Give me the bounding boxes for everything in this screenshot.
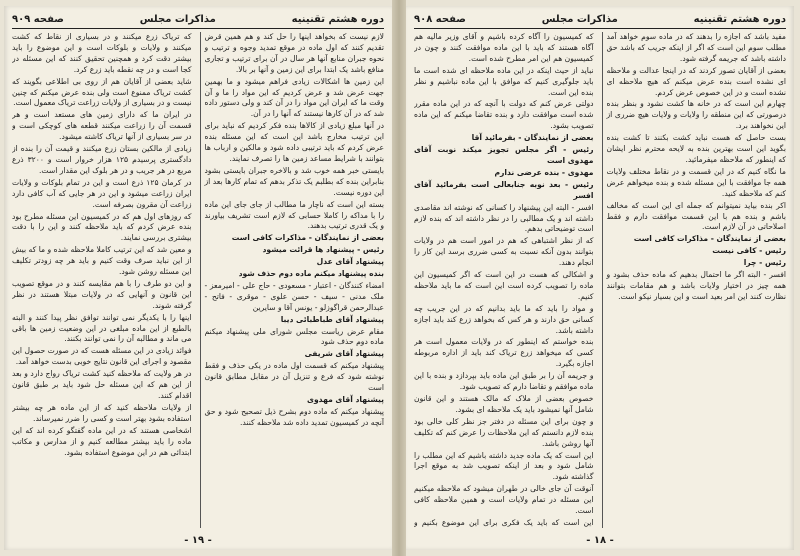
paragraph: بست حاصل که هست نباید کشت بکنند تا کشت بنده بگوید این است بهترین بنده به لایحه محترم نظر ایشان که اینطور که ملاحظه میفرمائید. [606,133,786,164]
paragraph: و چون برای این مسئله در دفتر جز نظر کلی خالی بود بنده لازم دانستم که این ملاحظات را عرض کنم که تکلیف آنها روشن باشد. [414,416,594,448]
paragraph: مفید باشد که اجازه را بدهند که در ماده سوم خواهد آمد مطلب سوم این است که اگر از اینکه جریب که باشد حق داشته باشد که جریمه گرفته شود. [606,32,786,63]
left-page-column-2 [12,32,192,528]
paragraph: این زمین ها اشکالات زیادی فراهم میشود و ما بهمین جهت عرض شد و عرض کردیم که این مواد را ما و آن وقت ما که ایران این مواد را در آن کند و ولی دستور داده شد که در آن کارها نیستند که آنها را در آن. [204,76,384,119]
left-page-header [12,10,384,29]
paragraph: اشخاصی هستند که در این ماده گفتگو کرده اند که این ماده را باید بیشتر مطالعه کنیم و از مدارس و مکاتب ابتدائی هم در این موضوع استفاده بشود. [12,425,192,457]
paragraph: بعضی از آقایان تصور کردند که در اینجا عدالت و ملاحظه ای نشده است بنده عرض میکنم که هیچ ملاحظه ای نشده است و در این خصوص عرض کردم. [606,65,786,97]
paragraph: ما نگاه کنیم که در این قسمت و در نقاط مختلف ولایات همه جا موافقت با این مسئله شده و بنده میخواهم عرض کنم که ملاحظه کنید. [606,166,786,198]
left-page-footer: - ۱۹ - [184,535,212,546]
paragraph: افسر - البته اگر ما احتمال بدهیم که ماده حذف بشود و همه چیز در اختیار ولایات باشد و هم مقامات بتوانند نظارت کنند این امر بعید است و این بسیار نیکو است. [606,270,786,301]
paragraph: که کمیسیون را آگاه کرده باشیم و آقای وزیر مالیه هم آگاه هستند که باید با این ماده موافقت کنند و چون در کمیسیون هم این امر مطرح شده است. [414,32,594,63]
paragraph: رئیس - کافی نیست [712,246,786,256]
paragraph: پیشنهاد آقای طباطبائی دیبا [280,314,384,324]
right-page [406,6,794,550]
paragraph: بنده پیشنهاد میکنم ماده دوم حذف شود [238,269,384,279]
paragraph: و جریمه آن را بر طبق این ماده باید بپردازد و بنده با این ماده موافقم و تقاضا دارم که تصویب شود. [414,371,594,392]
paragraph: بسته این است که ناچار ما مطالب از جای جای این ماده را با مداکه را کاملا حسابی که لازم است تشریف بیاورند و یک قدری ترتیب بدهند. [204,199,384,231]
book-gutter [392,0,406,556]
paragraph: رئیس - چرا [743,258,786,268]
left-header-page-number: صفحه ۹۰۹ [12,13,64,25]
paragraph: بعضی از نمایندگان - مذاکرات کافی است [633,234,786,244]
paragraph: بایستی خبر همه خوب شد و بالاخره جبران بایستی بشود بنابراین بنده که بطلبم یک تذکر بدهم که تمام کارها بعد از این دوره نیست. [204,165,384,197]
paragraph: اینها را با یکدیگر نمی توانند توافق نظر پیدا کنند و البته بالطبع از این ماده مبلغی در این وضعیت زمین ها باقی می ماند و مطالبه آن را نمی توانند بکنند. [12,312,192,344]
paragraph: خصوص بعضی از ملاک که مالک هستند و این قانون شامل آنها نمیشود باید یک ملاحظه ای بشود. [414,394,594,414]
paragraph: از ولایات ملاحظه کنید که از این ماده هر چه بیشتر استفاده بشود بهتر است و کسی را ضرر نمیرساند. [12,402,192,423]
paragraph: افسر - البته این پیشنهاد را کسانی که نوشته اند مقاصدی داشته اند و یک مطالبی را در نظر داشته اند که بنده لازم است توضیحاتی بدهم. [414,202,594,234]
right-page-columns [414,32,786,528]
paragraph: پیشنهاد آقای شریفی [304,349,384,359]
paragraph: رئیس - بعد نوبه جنابعالی است بفرمائید آقای افسر [414,179,594,200]
paragraph: پیشنهاد آقای مهدوی [307,395,384,404]
paragraph: رئیس - پیشنهاد ها قرائت میشود [262,245,384,255]
paragraph: رئیس - اگر مجلس تجویز میکند نوبت آقای مهدوی است [414,145,594,165]
paragraph: فوائد زیادی در این مسئله هست که در صورت حصول این مقصود و اجرای این قانون نتایج خوبی بدست خواهد آمد. [12,346,192,367]
paragraph: در هر ولایت که ملاحظه کنید کشت تریاک رواج دارد و بعد از این هم که این مسئله حل شود باید بر طبق قانون اقدام کنند. [12,369,192,400]
paragraph: و این دو طرف را با هم مقایسه کنند و در موقع تصویب این قانون و آنهایی که در ولایات مبتلا هستند در نظر گرفته شوند. [12,278,192,310]
left-header-period: دوره هشتم تقنینیه [291,13,384,25]
paragraph: مهدوی - بنده عرضی ندارم [494,167,594,177]
paragraph: مقام عرض ریاست مجلس شورای ملی پیشنهاد میکنم ماده دوم حذف شود [204,326,384,347]
paragraph: بعضی از نمایندگان - مذاکرات کافی است [231,233,384,243]
paragraph: این است که یک ماده جدید داشته باشیم که این مطلب را شامل شود و بعد از اینکه تصویب شد به موقع اجرا گذاشته شود. [414,450,594,482]
paragraph: نباید از حیث اینکه در این ماده ملاحظه ای شده است ما باید جلوگیری کنیم که موافق با این ماده نباشیم و نظر بنده این است. [414,65,594,97]
paragraph: پیشنهاد آقای عدل [316,257,384,267]
paragraph: امضاء کنندگان - اعتبار - مسعودی - حاج علی - امیرمعز - ملک مدنی - سیف - حسن علوی - موقری - فاتح - عبدالرحمن قراگوزلو - یونس آقا و سایرین [204,280,384,312]
left-page [4,6,392,550]
right-page-column-2 [414,32,594,528]
paragraph: که روزهای اول هم که در کمیسیون این مسئله مطرح بود بنده عرض کردم که باید ملاحظه کنند و این را با دقت بیشتری بررسی نمایند. [12,211,192,243]
paragraph: که از نظر اشتباهی که هم در امور است هم در ولایات بتوانند بدون آنکه نسبت به کسی ضرری برسد این کار را انجام دهند. [414,236,594,268]
paragraph: و مواد را باید که ما باید بدانیم که در این جریب چه کسانی حق دارند و هر کس که بخواهد زرع کند باید اجازه داشته باشد. [414,303,594,335]
paragraph: زیادی از مالکین بستان زرع میکنند و قیمت آن را بنده از دادگستری پرسیدم ۱۲۵ هزار خروار است و ۳۲۰۰ ذرع مربع در هر جریب و در هر بلوک این مقدار است. [12,144,192,175]
right-page-footer: - ۱۸ - [586,535,614,546]
paragraph: پیشنهاد میکنم که ماده دوم بشرح ذیل تصحیح شود و حق آنچه در کمیسیون تمدید داده شد ملاحظه کنند. [204,406,384,427]
paragraph: آنوقت آن جای خالی در طهران میشود که ملاحظه میکنیم این مسئله در تمام ولایات است و همین ملاحظه کافی است. [414,484,594,516]
paragraph: در کرمان ۱۲۵ ذرع است و این در تمام بلوکات و ولایات ایران زراعت میشود و این در هر جایی که آب کافی دارد زراعت آن مقرون بصرفه است. [12,177,192,209]
paragraph: این است که باید یک فکری برای این موضوع بکنیم و [414,517,594,527]
right-header-page-number: صفحه ۹۰۸ [414,13,466,25]
paragraph: پیشنهاد میکنم که قسمت اول ماده در یکی حذف و فقط نوشته شود که فرع و تنزیل آن در مقابل مطابق قانون است [204,361,384,393]
left-page-columns [12,32,384,528]
paragraph: لازم نیست که بخواهد اینها را حل کند و هم همین قرض تقدیم کنند که اول ماده در موقع تمدید وجوه و ترتیب و نحوه جبران منابع آنها هر سال در آن برای ترتیب و تجاری منافع باشد یک ابتدا برای این زمین و آنها بر بالا. [204,32,384,74]
paragraph: در ایران ما که دارای زمین های مستعد است و هر قسمت آن را زراعت میکنند قطعه های کوچکی است و در سر بسیاری از آنها تریاک کاشته میشود. [12,110,192,142]
paragraph: دولتی عرض کنم که دولت با آنچه که در این ماده مقرر شده است موافقت دارد و بنده تقاضا میکنم که این ماده تصویب بشود. [414,99,594,131]
paragraph: اکر بنده بیاید نمیتوانم که جمله ای این است که مخالف باشم و بنده هم با این قسمت موافقت دارم و فقط اصلاحاتی در آن لازم است. [606,200,786,232]
paragraph: و اشکالی که هست در این است که اگر کمیسیون این ماده را تصویب کرده است این است که ما باید ملاحظه کنیم. [414,270,594,301]
right-page-header [414,10,786,29]
paragraph: شاید بعضی از آقایان هم از روی بی اطلاعی بگویند که کشت تریاک ممنوع است ولی بنده عرض میکنم که چنین نیست و در بسیاری از ولایات زراعت تریاک معمول است. [12,76,192,108]
right-header-period: دوره هشتم تقنینیه [693,13,786,25]
paragraph: که تریاک زرع میکنند و در بسیاری از نقاط که کشت میکنند و ولایات و بلوکات است و این موضوع را باید بیشتر دقت کرد و همچنین تحقیق کنند که این مسئله در کجا است و در چه نقطه باید زرع کرد. [12,32,192,74]
paragraph: در آنها مبلغ زیادی از کالاها بنده فکر کردیم که نباید برای این ترتیب مخارج باشد این است که این مسئله بنده عرض کردم که باید ترتیبی داده شود و مالکین و ارباب ها بتوانند با شرایط مساعد زمین ها را تصرف نمایند. [204,121,384,163]
right-header-title: مذاکرات مجلس [541,13,618,25]
paragraph: و معین شد که این ترتیب کاملا ملاحظه شده و ما که بیش از این نباید صرف وقت کنیم و باید هر چه زودتر تکلیف این مسئله روشن شود. [12,245,192,277]
paragraph: بنده خواستم که اینطور که در ولایات معمول است هر کسی که میخواهد زرع تریاک کند باید از اداره مربوطه اجازه بگیرد. [414,337,594,369]
paragraph: بعضی از نمایندگان - بفرمائید آقا [471,133,594,143]
left-page-column-1 [200,32,385,528]
paragraph: چهارم این است که در خانه ها کشت نشود و بنظر بنده درصورتی که این منطقه را ولایات و ولایات هیچ ضرری از این نخواهند برد. [606,99,786,131]
right-page-column-1 [602,32,787,528]
left-header-title: مذاکرات مجلس [139,13,216,25]
